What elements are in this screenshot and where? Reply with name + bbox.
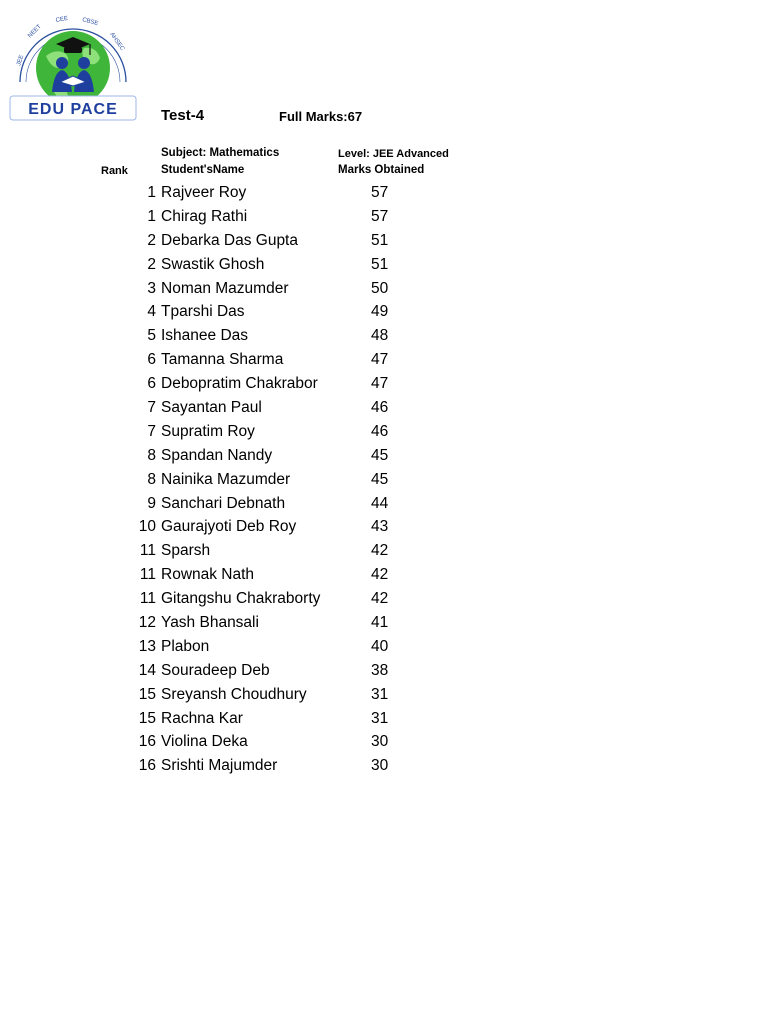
table-row — [0, 587, 768, 611]
marks-cell: 31 — [371, 709, 389, 727]
marks-cell: 42 — [371, 566, 389, 584]
logo-graphic — [6, 8, 140, 126]
rank-cell: 15 — [138, 685, 156, 703]
table-row — [0, 563, 768, 587]
rank-cell: 12 — [138, 614, 156, 632]
svg-text:AHSEC: AHSEC — [108, 31, 126, 53]
table-row — [0, 396, 768, 420]
student-name-cell: Noman Mazumder — [161, 279, 289, 297]
table-row — [0, 539, 768, 563]
marks-cell: 31 — [371, 685, 389, 703]
marks-cell: 49 — [371, 303, 389, 321]
rank-cell: 2 — [147, 231, 156, 249]
table-row — [0, 253, 768, 277]
student-name-cell: Ishanee Das — [161, 327, 249, 345]
marks-cell: 46 — [371, 422, 389, 440]
student-name-cell: Violina Deka — [161, 733, 248, 751]
rank-cell: 11 — [139, 542, 156, 560]
marks-cell: 48 — [371, 327, 389, 345]
student-name-cell: Souradeep Deb — [161, 661, 270, 679]
table-row — [0, 277, 768, 301]
rank-cell: 13 — [138, 637, 156, 655]
svg-text:NEET: NEET — [27, 23, 43, 40]
level-label: Level: JEE Advanced — [338, 148, 449, 160]
student-name-cell: Sreyansh Choudhury — [161, 685, 307, 703]
table-row — [0, 348, 768, 372]
student-name-cell: Nainika Mazumder — [161, 470, 291, 488]
table-row — [0, 707, 768, 731]
rank-cell: 11 — [139, 590, 156, 608]
results-table — [0, 181, 768, 778]
marks-cell: 50 — [371, 279, 389, 297]
table-row — [0, 372, 768, 396]
student-name-cell: Sanchari Debnath — [161, 494, 286, 512]
subject-label: Subject: Mathematics — [161, 147, 280, 159]
marks-cell: 46 — [371, 399, 389, 417]
rank-cell: 8 — [147, 446, 156, 464]
marks-cell: 47 — [371, 375, 389, 393]
student-name-cell: Sparsh — [161, 542, 211, 560]
table-row — [0, 181, 768, 205]
marks-cell: 41 — [371, 614, 389, 632]
marks-cell: 40 — [371, 637, 389, 655]
table-row — [0, 420, 768, 444]
rank-cell: 7 — [147, 422, 156, 440]
marks-cell: 42 — [371, 542, 389, 560]
marks-cell: 30 — [371, 757, 389, 775]
table-row — [0, 683, 768, 707]
marks-cell: 43 — [371, 518, 389, 536]
student-name-cell: Rachna Kar — [161, 709, 243, 727]
rank-cell: 6 — [147, 375, 156, 393]
rank-cell: 9 — [147, 494, 156, 512]
table-row — [0, 229, 768, 253]
rank-cell: 5 — [147, 327, 156, 345]
marks-cell: 57 — [371, 207, 389, 225]
marks-cell: 44 — [371, 494, 389, 512]
table-row — [0, 300, 768, 324]
rank-cell: 1 — [147, 184, 156, 201]
table-row — [0, 324, 768, 348]
svg-text:JEE: JEE — [16, 54, 26, 67]
student-name-cell: Debopratim Chakrabor — [161, 375, 318, 393]
marks-cell: 57 — [371, 184, 389, 201]
rank-cell: 3 — [147, 279, 156, 297]
rank-cell: 1 — [147, 207, 156, 225]
student-name-cell: Rownak Nath — [161, 566, 255, 584]
column-header-rank: Rank — [101, 165, 128, 177]
student-name-cell: Tamanna Sharma — [161, 351, 284, 369]
table-row — [0, 659, 768, 683]
student-name-cell: Yash Bhansali — [161, 614, 259, 632]
full-marks: Full Marks:67 — [279, 109, 363, 124]
marks-cell: 51 — [371, 255, 389, 273]
table-row — [0, 492, 768, 516]
student-name-cell: Spandan Nandy — [161, 446, 273, 464]
marks-cell: 45 — [371, 470, 389, 488]
student-name-cell: Sayantan Paul — [161, 399, 262, 417]
rank-cell: 7 — [147, 399, 156, 417]
column-header-name: Student'sName — [161, 164, 245, 176]
marks-cell: 47 — [371, 351, 389, 369]
svg-text:EDU PACE: EDU PACE — [28, 101, 118, 118]
student-name-cell: Gaurajyoti Deb Roy — [161, 518, 297, 536]
table-row — [0, 635, 768, 659]
marks-cell: 45 — [371, 446, 389, 464]
student-name-cell: Srishti Majumder — [161, 757, 278, 775]
table-row — [0, 444, 768, 468]
rank-cell: 10 — [138, 518, 156, 536]
rank-cell: 4 — [147, 303, 156, 321]
student-name-cell: Tparshi Das — [161, 303, 245, 321]
table-row — [0, 611, 768, 635]
rank-cell: 11 — [139, 566, 156, 584]
table-row — [0, 515, 768, 539]
marks-cell: 42 — [371, 590, 389, 608]
column-header-marks: Marks Obtained — [338, 164, 425, 176]
test-title: Test-4 — [161, 107, 205, 124]
rank-cell: 16 — [138, 733, 156, 751]
table-row — [0, 468, 768, 492]
table-row — [0, 730, 768, 754]
rank-cell: 16 — [138, 757, 156, 775]
student-name-cell: Rajveer Roy — [161, 184, 247, 201]
marks-cell: 38 — [371, 661, 389, 679]
rank-cell: 8 — [147, 470, 156, 488]
rank-cell: 2 — [147, 255, 156, 273]
student-name-cell: Swastik Ghosh — [161, 255, 265, 273]
table-row — [0, 754, 768, 778]
student-name-cell: Gitangshu Chakraborty — [161, 590, 321, 608]
svg-text:CBSE: CBSE — [81, 17, 99, 28]
edu-pace-logo — [6, 8, 140, 126]
rank-cell: 6 — [147, 351, 156, 369]
student-name-cell: Plabon — [161, 637, 210, 655]
marks-cell: 51 — [371, 231, 389, 249]
student-name-cell: Chirag Rathi — [161, 207, 248, 225]
rank-cell: 15 — [138, 709, 156, 727]
student-name-cell: Debarka Das Gupta — [161, 231, 298, 249]
svg-text:CEE: CEE — [55, 15, 69, 24]
marks-cell: 30 — [371, 733, 389, 751]
student-name-cell: Supratim Roy — [161, 422, 255, 440]
table-row — [0, 205, 768, 229]
rank-cell: 14 — [138, 661, 156, 679]
